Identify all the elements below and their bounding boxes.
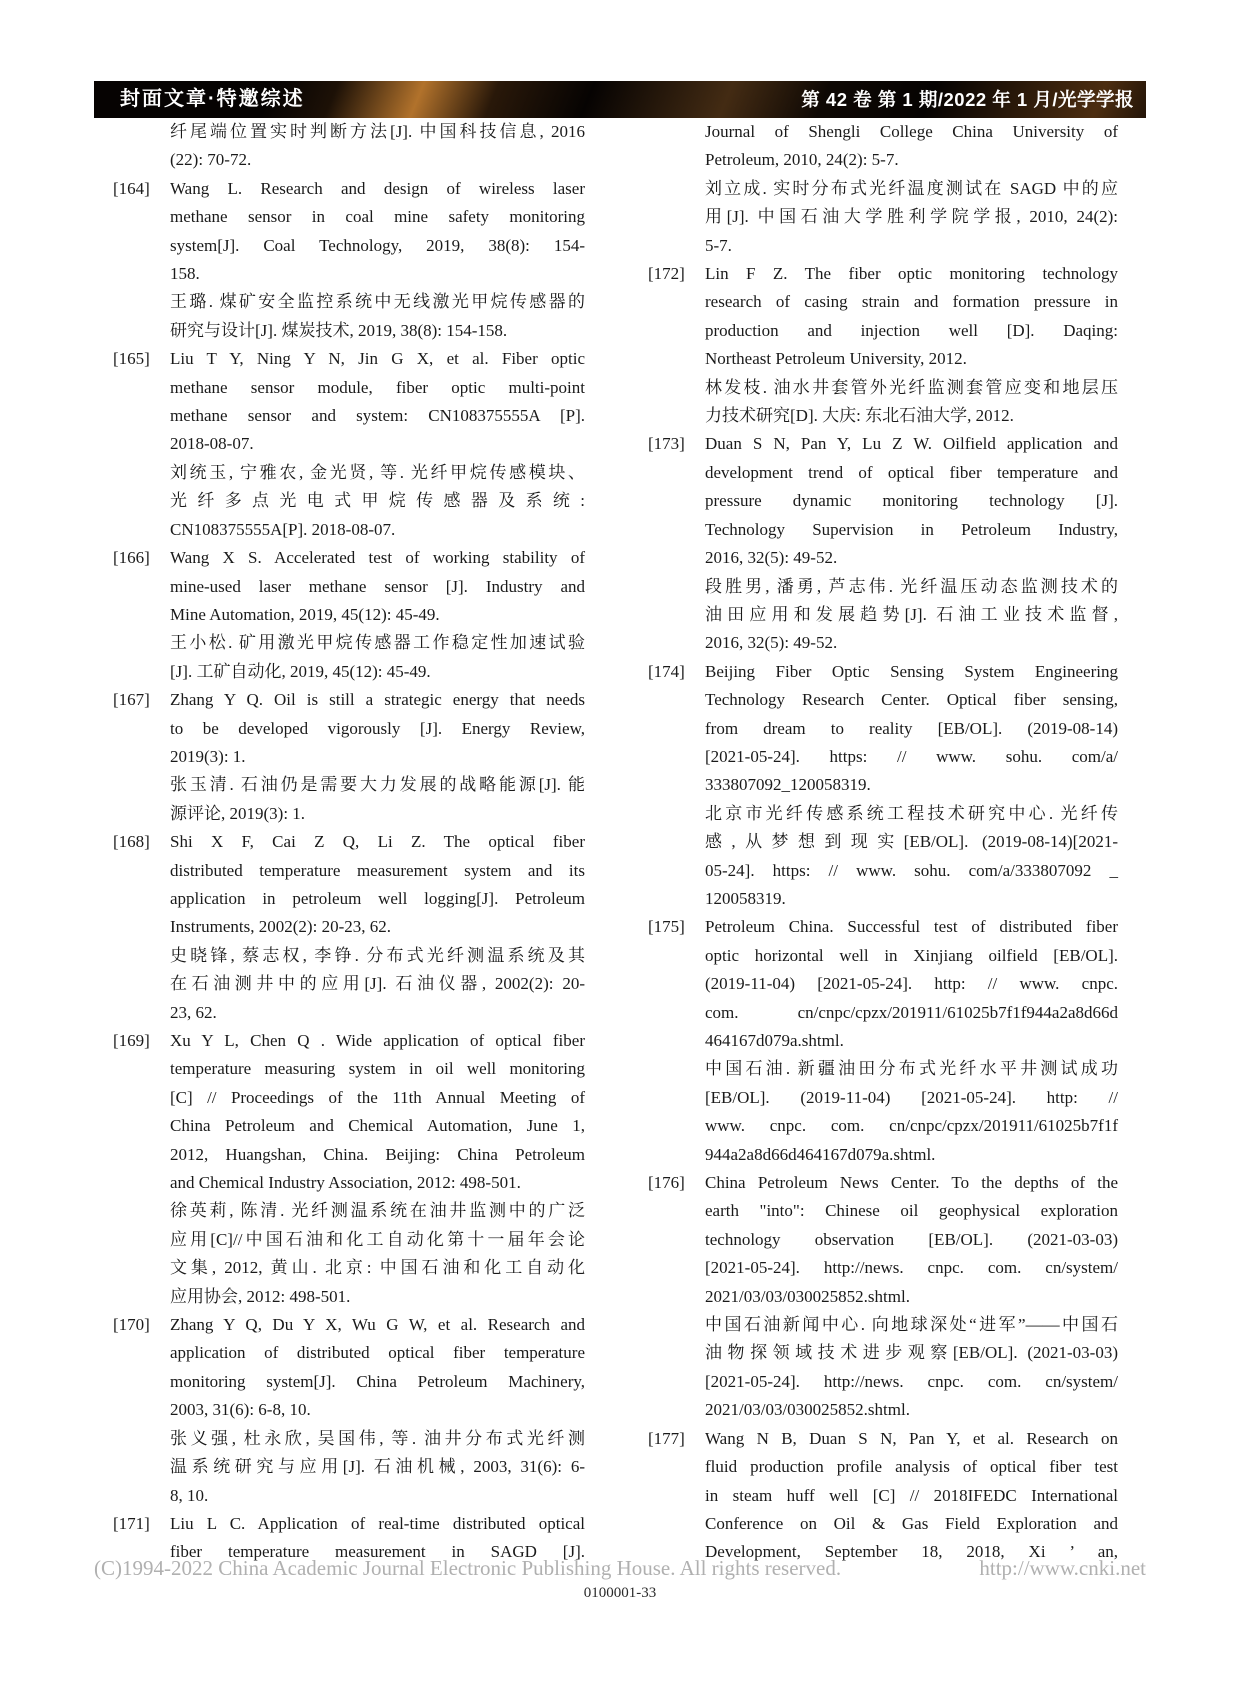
reference-entry xyxy=(113,118,585,175)
reference-line: China Petroleum News Center. To the depths of the xyxy=(705,1173,1118,1193)
reference-line: Journal of Shengli College China University of xyxy=(705,122,1118,141)
reference-line: Shi X F, Cai Z Q, Li Z. The optical fiber xyxy=(170,832,585,852)
reference-line: 120058319. xyxy=(705,888,786,908)
reference-line: 2018-08-07. xyxy=(170,434,254,454)
reference-line: to be developed vigorously [J]. Energy Review, xyxy=(170,718,585,738)
reference-line: 感,从梦想到现实[EB/OL]. (2019-08-14)[2021- xyxy=(705,832,1118,852)
reference-line: Wang L. Research and design of wireless laser xyxy=(170,178,585,198)
reference-line: 北京市光纤传感系统工程技术研究中心. 光纤传 xyxy=(705,803,1118,823)
reference-entry xyxy=(113,345,585,544)
reference-line: Mine Automation, 2019, 45(12): 45-49. xyxy=(170,604,440,624)
reference-line: 2003, 31(6): 6-8, 10. xyxy=(170,1400,311,1420)
reference-number: [170] xyxy=(113,1315,150,1335)
reference-line: 应用协会, 2012: 498-501. xyxy=(170,1286,351,1306)
reference-line: 研究与设计[J]. 煤炭技术, 2019, 38(8): 154-158. xyxy=(170,320,508,340)
reference-line: temperature measuring system in oil well monitoring xyxy=(170,1059,585,1079)
reference-line: Technology Supervision in Petroleum Industry, xyxy=(705,519,1118,539)
reference-line: Petroleum China. Successful test of distributed fiber xyxy=(705,917,1118,937)
reference-line: 2012, Huangshan, China. Beijing: China Petroleum xyxy=(170,1144,585,1164)
reference-line: 油田应用和发展趋势[J]. 石油工业技术监督, xyxy=(705,604,1118,624)
reference-entry xyxy=(648,658,1118,914)
reference-line: com. cn/cnpc/cpzx/201911/61025b7f1f944a2a8d66d xyxy=(705,1002,1118,1022)
reference-line: 张义强, 杜永欣, 吴国伟, 等. 油井分布式光纤测 xyxy=(170,1428,585,1448)
reference-number: [174] xyxy=(648,661,685,681)
header-bar xyxy=(94,81,1146,118)
reference-line: 用[J]. 中国石油大学胜利学院学报, 2010, 24(2): xyxy=(705,207,1118,227)
reference-line: 464167d079a.shtml. xyxy=(705,1031,844,1050)
reference-line: research of casing strain and formation pressure in xyxy=(705,292,1118,312)
reference-line: methane sensor module, fiber optic multi-point xyxy=(170,377,585,397)
reference-entry xyxy=(648,260,1118,430)
reference-line: [EB/OL]. (2019-11-04) [2021-05-24]. http: // xyxy=(705,1087,1118,1107)
reference-number: [166] xyxy=(113,548,150,568)
reference-line: Zhang Y Q, Du Y X, Wu G W, et al. Research and xyxy=(170,1315,585,1335)
reference-line: 5-7. xyxy=(705,235,732,255)
reference-line: [2021-05-24]. http://news. cnpc. com. cn/system/ xyxy=(705,1371,1118,1391)
reference-line: [J]. 工矿自动化, 2019, 45(12): 45-49. xyxy=(170,661,431,681)
footer-copyright xyxy=(94,1556,1146,1580)
reference-line: 史晓锋, 蔡志权, 李铮. 分布式光纤测温系统及其 xyxy=(170,945,585,965)
reference-line: 2016, 32(5): 49-52. xyxy=(705,633,838,653)
reference-line: 在石油测井中的应用[J]. 石油仪器, 2002(2): 20- xyxy=(170,974,585,994)
reference-line: 2021/03/03/030025852.shtml. xyxy=(705,1400,910,1420)
reference-number: [164] xyxy=(113,178,150,198)
reference-line: 王璐. 煤矿安全监控系统中无线激光甲烷传感器的 xyxy=(170,292,585,312)
reference-line: 应用[C]//中国石油和化工自动化第十一届年会论 xyxy=(170,1229,585,1249)
reference-line: Liu T Y, Ning Y N, Jin G X, et al. Fiber optic xyxy=(170,349,585,369)
reference-line: optic horizontal well in Xinjiang oilfield [EB/OL]. xyxy=(705,945,1118,965)
reference-line: Conference on Oil & Gas Field Exploration and xyxy=(705,1513,1118,1533)
reference-number: [169] xyxy=(113,1031,150,1050)
reference-line: fiber temperature measurement in SAGD [J]. xyxy=(170,1542,585,1562)
reference-entry xyxy=(648,1425,1118,1567)
reference-line: 张玉清. 石油仍是需要大力发展的战略能源[J]. 能 xyxy=(170,775,585,795)
reference-entry xyxy=(648,118,1118,260)
reference-line: 8, 10. xyxy=(170,1485,209,1505)
reference-line: [2021-05-24]. http://news. cnpc. com. cn/system/ xyxy=(705,1258,1118,1278)
reference-entry xyxy=(113,1027,585,1311)
reference-line: 333807092_120058319. xyxy=(705,775,871,795)
reference-line: Duan S N, Pan Y, Lu Z W. Oilfield application and xyxy=(705,434,1118,454)
reference-number: [165] xyxy=(113,349,150,369)
reference-line: and Chemical Industry Association, 2012: 498-501. xyxy=(170,1173,521,1193)
reference-line: China Petroleum and Chemical Automation, June 1, xyxy=(170,1116,585,1136)
reference-line: Petroleum, 2010, 24(2): 5-7. xyxy=(705,150,899,170)
reference-entry xyxy=(113,686,585,828)
reference-number: [172] xyxy=(648,264,685,284)
reference-line: Lin F Z. The fiber optic monitoring technology xyxy=(705,264,1118,284)
reference-entry xyxy=(648,913,1118,1169)
reference-line: Wang X S. Accelerated test of working stability of xyxy=(170,548,585,568)
reference-line: 刘统玉, 宁雅农, 金光贤, 等. 光纤甲烷传感模块、 xyxy=(170,462,585,482)
reference-number: [176] xyxy=(648,1173,685,1193)
reference-line: 光纤多点光电式甲烷传感器及系统: xyxy=(170,491,585,511)
reference-line: distributed temperature measurement system and its xyxy=(170,860,585,880)
reference-line: 中国石油. 新疆油田分布式光纤水平井测试成功 xyxy=(705,1059,1118,1079)
cnki-url: http://www.cnki.net xyxy=(979,1556,1146,1580)
reference-line: fluid production profile analysis of optical fiber test xyxy=(705,1457,1118,1477)
reference-line: CN108375555A[P]. 2018-08-07. xyxy=(170,519,396,539)
reference-number: [171] xyxy=(113,1513,150,1533)
reference-line: [C] // Proceedings of the 11th Annual Meeting of xyxy=(170,1087,585,1107)
copyright-text: (C)1994-2022 China Academic Journal Electronic Publishing House. All rights reserved. xyxy=(94,1556,842,1580)
reference-line: pressure dynamic monitoring technology [J]. xyxy=(705,491,1118,511)
page-number: 0100001-33 xyxy=(583,1585,657,1601)
reference-entry xyxy=(113,175,585,345)
reference-line: 文集, 2012, 黄山. 北京: 中国石油和化工自动化 xyxy=(170,1258,585,1278)
reference-line: 2019(3): 1. xyxy=(170,746,246,766)
reference-number: [173] xyxy=(648,434,685,454)
reference-line: 力技术研究[D]. 大庆: 东北石油大学, 2012. xyxy=(705,406,1014,426)
reference-number: [168] xyxy=(113,832,150,852)
reference-line: 王小松. 矿用激光甲烷传感器工作稳定性加速试验 xyxy=(170,633,585,653)
reference-line: (2019-11-04) [2021-05-24]. http: // www. cnpc. xyxy=(705,974,1118,994)
reference-line: 纤尾端位置实时判断方法[J]. 中国科技信息, 2016 xyxy=(170,122,585,141)
reference-line: 158. xyxy=(170,264,200,284)
reference-line: 2021/03/03/030025852.shtml. xyxy=(705,1286,910,1306)
reference-entry xyxy=(113,828,585,1027)
reference-line: 05-24]. https: // www. sohu. com/a/333807092 _ xyxy=(705,860,1118,880)
reference-line: Xu Y L, Chen Q . Wide application of optical fiber xyxy=(170,1031,585,1050)
section-label: 封面文章·特邀综述 xyxy=(120,88,305,110)
reference-line: 油物探领域技术进步观察[EB/OL]. (2021-03-03) xyxy=(705,1343,1118,1363)
reference-line: Technology Research Center. Optical fiber sensing, xyxy=(705,690,1118,710)
reference-line: Beijing Fiber Optic Sensing System Engineering xyxy=(705,661,1118,681)
references-left-column xyxy=(113,118,585,1567)
reference-line: application in petroleum well logging[J]. Petroleum xyxy=(170,888,585,908)
reference-line: system[J]. Coal Technology, 2019, 38(8): 154- xyxy=(170,235,585,255)
reference-line: [2021-05-24]. https: // www. sohu. com/a/ xyxy=(705,746,1118,766)
reference-number: [167] xyxy=(113,690,150,710)
reference-line: 944a2a8d66d464167d079a.shtml. xyxy=(705,1144,936,1164)
reference-number: [175] xyxy=(648,917,685,937)
reference-line: Wang N B, Duan S N, Pan Y, et al. Research on xyxy=(705,1428,1118,1448)
journal-volume-info: 第 42 卷 第 1 期/2022 年 1 月/光学学报 xyxy=(801,89,1134,110)
reference-line: from dream to reality [EB/OL]. (2019-08-14) xyxy=(705,718,1118,738)
reference-line: monitoring system[J]. China Petroleum Machinery, xyxy=(170,1371,585,1391)
reference-line: 23, 62. xyxy=(170,1002,217,1022)
reference-entry xyxy=(648,430,1118,657)
reference-line: production and injection well [D]. Daqing: xyxy=(705,320,1118,340)
reference-line: in steam huff well [C] // 2018IFEDC International xyxy=(705,1485,1118,1505)
reference-line: Liu L C. Application of real-time distributed optical xyxy=(170,1513,585,1533)
reference-line: earth "into": Chinese oil geophysical exploration xyxy=(705,1201,1118,1221)
reference-number: [177] xyxy=(648,1428,685,1448)
reference-line: development trend of optical fiber temperature and xyxy=(705,462,1118,482)
reference-line: methane sensor and system: CN108375555A [P]. xyxy=(170,406,585,426)
reference-line: application of distributed optical fiber temperature xyxy=(170,1343,585,1363)
reference-line: Instruments, 2002(2): 20-23, 62. xyxy=(170,917,391,937)
reference-line: 中国石油新闻中心. 向地球深处“进军”——中国石 xyxy=(705,1315,1118,1335)
reference-line: www. cnpc. com. cn/cnpc/cpzx/201911/61025b7f1f xyxy=(705,1116,1118,1136)
reference-entry xyxy=(113,1311,585,1510)
reference-entry xyxy=(648,1169,1118,1425)
reference-line: methane sensor in coal mine safety monitoring xyxy=(170,207,585,227)
reference-line: 2016, 32(5): 49-52. xyxy=(705,548,838,568)
reference-line: (22): 70-72. xyxy=(170,150,252,170)
reference-line: mine-used laser methane sensor [J]. Industry and xyxy=(170,576,585,596)
reference-line: 刘立成. 实时分布式光纤温度测试在 SAGD 中的应 xyxy=(705,178,1118,198)
reference-line: 温系统研究与应用[J]. 石油机械, 2003, 31(6): 6- xyxy=(170,1457,585,1477)
reference-line: 徐英莉, 陈清. 光纤测温系统在油井监测中的广泛 xyxy=(170,1201,585,1221)
reference-line: 源评论, 2019(3): 1. xyxy=(170,803,306,823)
reference-line: technology observation [EB/OL]. (2021-03-03) xyxy=(705,1229,1118,1249)
references-right-column xyxy=(648,118,1118,1567)
reference-line: 林发枝. 油水井套管外光纤监测套管应变和地层压 xyxy=(705,377,1118,397)
reference-line: Zhang Y Q. Oil is still a strategic energy that needs xyxy=(170,690,585,710)
reference-entry xyxy=(113,544,585,686)
reference-line: Northeast Petroleum University, 2012. xyxy=(705,349,967,369)
reference-line: 段胜男, 潘勇, 芦志伟. 光纤温压动态监测技术的 xyxy=(705,576,1118,596)
reference-line: Development, September 18, 2018, Xi ’ an, xyxy=(705,1542,1118,1562)
